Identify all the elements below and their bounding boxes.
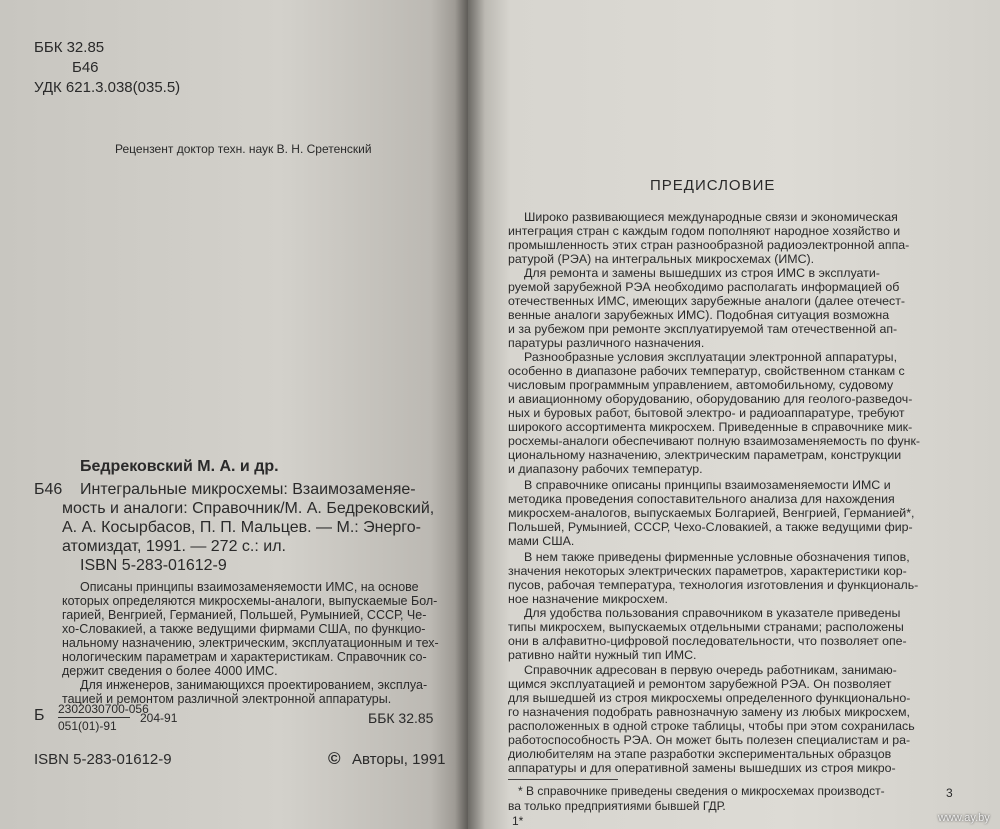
footnote-line-2: ва только предприятиями бывшей ГДР. [508,799,726,813]
annotation-line-6: нологическим параметрам и характеристикам. Справочник со- [62,650,427,664]
annotation-line-2: которых определяются микросхемы-аналоги, выпускаемые Бол- [62,594,438,608]
class-number-1: 2302030700-056 [58,702,149,716]
preface-line-38: работоспособность РЭА. Он может быть полезен специалистам и ра- [508,733,911,747]
copyright-text: Авторы, 1991 [352,751,446,768]
preface-line-28: ное назначение микросхем. [508,592,668,606]
preface-line-30: типы микросхем, выпускаемых отдельными странами; расположены [508,620,904,634]
preface-line-21: методика проведения сопоставительного анализа для нахождения [508,492,895,506]
bib-line-2: мость и аналоги: Справочник/М. А. Бедрековский, [62,500,435,517]
preface-line-40: аппаратуры и для оперативной замены вышедших из строя микро- [508,761,896,775]
classification-code: Б46 [34,481,63,498]
class-number-2: 051(01)-91 [58,719,117,733]
preface-line-25: В нем также приведены фирменные условные обозначения типов, [524,550,910,564]
preface-line-19: и диапазону рабочих температур. [508,462,703,476]
isbn-bottom: ISBN 5-283-01612-9 [34,751,172,768]
preface-line-35: для вышедшей из строя микросхемы определенного функционально- [508,691,911,705]
preface-line-10: паратуры различного назначения. [508,336,705,350]
preface-line-9: и за рубежом при ремонте эксплуатируемой там отечественной ап- [508,322,898,336]
preface-line-18: циональному назначению, электрическим параметрам, конструкции [508,448,902,462]
preface-title: ПРЕДИСЛОВИЕ [650,177,776,194]
annotation-line-7: держит сведения о более 4000 ИМС. [62,664,278,678]
footnote-line-1: * В справочнике приведены сведения о микросхемах производст- [518,784,885,798]
preface-line-34: щимся эксплуатацией и ремонтом зарубежной РЭА. Он позволяет [508,677,892,691]
preface-line-1: Широко развивающиеся международные связи и экономическая [524,210,898,224]
preface-line-4: ратурой (РЭА) на интегральных микросхемах (ИМС). [508,252,815,266]
preface-line-13: числовым программным управлением, автомобильному, судовому [508,378,894,392]
preface-line-29: Для удобства пользования справочником в указателе приведены [524,606,901,620]
preface-line-39: диолюбителям на этапе разработки экспериментальных образцов [508,747,892,761]
preface-line-23: Польшей, Румынией, СССР, Чехо-Словакией, а также ведущими фир- [508,520,913,534]
preface-line-27: пусов, рабочая температура, технология изготовления и функциональ- [508,578,919,592]
bib-line-3: А. А. Косырбасов, П. П. Мальцев. — М.: Энерго- [62,519,421,536]
preface-line-24: мами США. [508,534,575,548]
preface-line-11: Разнообразные условия эксплуатации электронной аппаратуры, [524,350,898,364]
printer-signature: 1* [512,814,524,828]
watermark: www.ay.by [938,812,990,824]
preface-line-37: расположенных в одной строке таблицы, чтобы при этом сохранилась [508,719,915,733]
bib-line-4: атомиздат, 1991. — 272 с.: ил. [62,538,286,555]
class-number-3: 204-91 [140,711,178,725]
left-page [0,0,468,829]
preface-line-12: особенно в диапазоне рабочих температур, свойственном станкам с [508,364,905,378]
copyright-sign: © [328,749,341,768]
reviewer-line: Рецензент доктор техн. наук В. Н. Сретенский [115,142,372,156]
annotation-line-1: Описаны принципы взаимозаменяемости ИМС, на основе [80,580,419,594]
preface-line-17: росхемы-аналоги обеспечивают полную взаимозаменяемость по функ- [508,434,921,448]
preface-line-36: го назначения подобрать равнозначную замену из любых микросхем, [508,705,910,719]
preface-line-5: Для ремонта и замены вышедших из строя ИМС в эксплуати- [524,266,880,280]
class-letter: Б [34,707,45,724]
class-fraction-line [58,717,130,718]
preface-line-33: Справочник адресован в первую очередь работникам, занимаю- [524,663,897,677]
footnote-rule [508,779,618,780]
bbk-code: ББК 32.85 [34,39,105,56]
preface-line-2: интеграция стран с каждым годом пополняют народное хозяйство и [508,224,901,238]
class-bbk: ББК 32.85 [368,710,434,726]
preface-line-26: значения некоторых электрических параметров, характеристики кор- [508,564,907,578]
annotation-line-8: Для инженеров, занимающихся проектированием, эксплуа- [80,678,428,692]
preface-line-16: широкого ассортимента микросхем. Приведенные в справочнике мик- [508,420,913,434]
preface-line-15: ных и буровых работ, бытовой электро- и радиоаппаратуре, требуют [508,406,905,420]
annotation-line-4: хо-Словакией, а также ведущими фирмами США, по функцио- [62,622,426,636]
page-number: 3 [946,786,953,800]
preface-line-3: промышленность этих стран разнообразной радиоэлектронной аппа- [508,238,910,252]
bib-line-1: Интегральные микросхемы: Взаимозаменяе- [80,481,416,498]
annotation-line-5: нальному назначению, электрическим, эксплуатационным и тех- [62,636,439,650]
preface-line-7: отечественных ИМС, имеющих зарубежные аналоги (далее отечест- [508,294,906,308]
preface-line-14: и авиационному оборудованию, оборудованию для геолого-разведоч- [508,392,913,406]
preface-line-31: они в алфавитно-цифровой последовательности, что позволяет опе- [508,634,907,648]
author-heading: Бедрековский М. А. и др. [80,458,279,475]
right-page [468,0,1000,829]
preface-line-20: В справочнике описаны принципы взаимозаменяемости ИМС и [524,478,891,492]
preface-line-6: руемой зарубежной РЭА необходимо располагать информацией об [508,280,900,294]
preface-line-22: микросхем-аналогов, выпускаемых Болгарией, Венгрией, Германией*, [508,506,915,520]
isbn-main: ISBN 5-283-01612-9 [80,557,227,574]
preface-line-8: венные аналоги зарубежных ИМС). Подобная ситуация возможна [508,308,890,322]
book-gutter-shadow [455,0,485,829]
index-code: Б46 [72,59,99,76]
annotation-line-9: тацией и ремонтом различной электронной аппаратуры. [62,692,392,706]
preface-line-32: ративно найти нужный тип ИМС. [508,648,697,662]
udk-code: УДК 621.3.038(035.5) [34,79,181,96]
annotation-line-3: гарией, Венгрией, Германией, Польшей, Румынией, СССР, Че- [62,608,427,622]
